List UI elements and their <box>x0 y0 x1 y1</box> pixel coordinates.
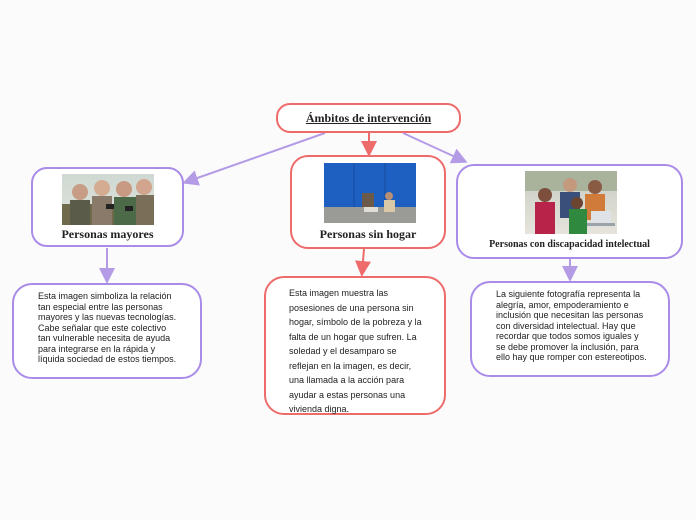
node-title-discapacidad: Personas con discapacidad intelectual <box>489 239 650 250</box>
node-title-sin-hogar: Personas sin hogar <box>319 227 417 241</box>
group-with-laptop-photo <box>525 171 617 234</box>
homeless-person-blue-wall-photo <box>324 163 416 223</box>
node-title-mayores: Personas mayores <box>61 227 154 241</box>
description-sin-hogar-text: Esta imagen muestra las posesiones de una persona sin hogar, símbolo de la pobreza y la falta de un hogar que sufren. La soledad y el desamparo se reflejan en la imagen, es decir, una llamada a la acción para ayudar a estas personas una vivienda digna. <box>289 288 422 414</box>
connector-sin-hogar-to-desc <box>362 249 364 273</box>
elderly-people-with-phones-photo <box>62 174 154 225</box>
node-personas-mayores[interactable] <box>31 167 184 247</box>
description-mayores-text: Esta imagen simboliza la relación tan especial entre las personas mayores y las nuevas tecnologías. Cabe señalar que este colectivo tan vulnerable necesita de ayuda para integrarse en la rápida y líquida sociedad de estos tiempos. <box>38 291 177 364</box>
node-personas-sin-hogar[interactable] <box>290 155 446 249</box>
description-sin-hogar <box>264 276 446 415</box>
root-title: Ámbitos de intervención <box>305 111 432 125</box>
description-mayores <box>12 283 202 379</box>
description-discapacidad-text: La siguiente fotografía representa la alegría, amor, empoderamiento e inclusión que necesitan las personas con diversidad intelectual. Hay que recordar que todos somos iguales y se debe promover la inclusión, para ello hay que romper con estereotipos. <box>496 289 647 362</box>
description-discapacidad <box>470 281 670 377</box>
root-node[interactable] <box>276 103 461 133</box>
node-personas-discapacidad[interactable] <box>456 164 683 259</box>
